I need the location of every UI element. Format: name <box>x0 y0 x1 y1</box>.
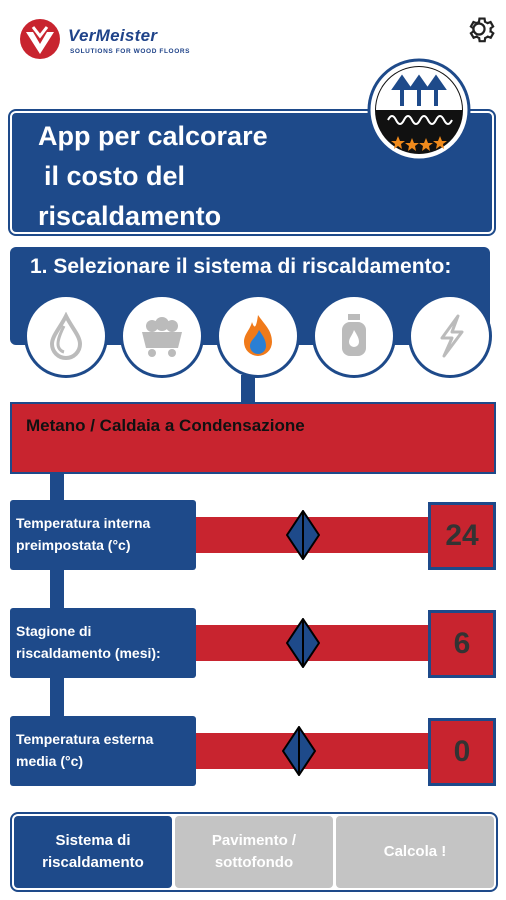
heating-season-label <box>10 608 196 678</box>
logo-text: VerMeister <box>68 26 158 45</box>
heating-season-slider-thumb[interactable] <box>286 618 320 668</box>
fuel-option-lpg[interactable] <box>312 294 396 378</box>
row-label-line: media (°c) <box>16 753 84 769</box>
coal-cart-icon <box>138 312 186 360</box>
fuel-option-electric[interactable] <box>408 294 492 378</box>
selected-system-label: Metano / Caldaia a Condensazione <box>26 416 305 435</box>
tab-label-line: sottofondo <box>214 854 294 871</box>
tab-label-line: Sistema di <box>55 832 131 849</box>
title-line-3: riscaldamento <box>38 201 222 231</box>
tab-heating-system[interactable] <box>14 816 172 888</box>
fuel-option-gas[interactable] <box>216 294 300 378</box>
gas-cylinder-icon <box>330 312 378 360</box>
row-label-line: preimpostata (°c) <box>16 537 131 553</box>
selected-system-bar <box>10 402 496 474</box>
floor-heating-badge-icon <box>362 58 476 162</box>
title-line-2: il costo del <box>44 161 186 191</box>
tab-label-line: Pavimento / <box>211 832 297 849</box>
outdoor-temp-slider-thumb[interactable] <box>282 726 316 776</box>
tab-label: Calcola ! <box>383 843 447 860</box>
outdoor-temp-label <box>10 716 196 786</box>
row-label-line: Stagione di <box>16 623 92 639</box>
logo-tagline: SOLUTIONS FOR WOOD FLOORS <box>70 48 191 55</box>
section-heading: 1. Selezionare il sistema di riscaldamento: <box>30 255 452 278</box>
heating-season-value: 6 <box>428 610 496 678</box>
tab-calculate[interactable] <box>336 816 494 888</box>
gear-icon[interactable] <box>460 10 498 48</box>
fuel-option-coal[interactable] <box>120 294 204 378</box>
row-label-line: riscaldamento (mesi): <box>16 645 161 661</box>
tab-label-line: riscaldamento <box>42 854 144 871</box>
outdoor-temp-value: 0 <box>428 718 496 786</box>
title-line-1: App per calcorare <box>38 121 268 151</box>
page-title <box>38 116 338 236</box>
indoor-temp-label <box>10 500 196 570</box>
tab-floor-subfloor[interactable] <box>175 816 333 888</box>
indoor-temp-slider-thumb[interactable] <box>286 510 320 560</box>
oil-drop-icon <box>42 312 90 360</box>
lightning-icon <box>426 312 474 360</box>
indoor-temp-value: 24 <box>428 502 496 570</box>
row-label-line: Temperatura esterna <box>16 731 154 747</box>
fuel-option-oil[interactable] <box>24 294 108 378</box>
gas-flame-icon <box>234 312 282 360</box>
row-label-line: Temperatura interna <box>16 515 151 531</box>
